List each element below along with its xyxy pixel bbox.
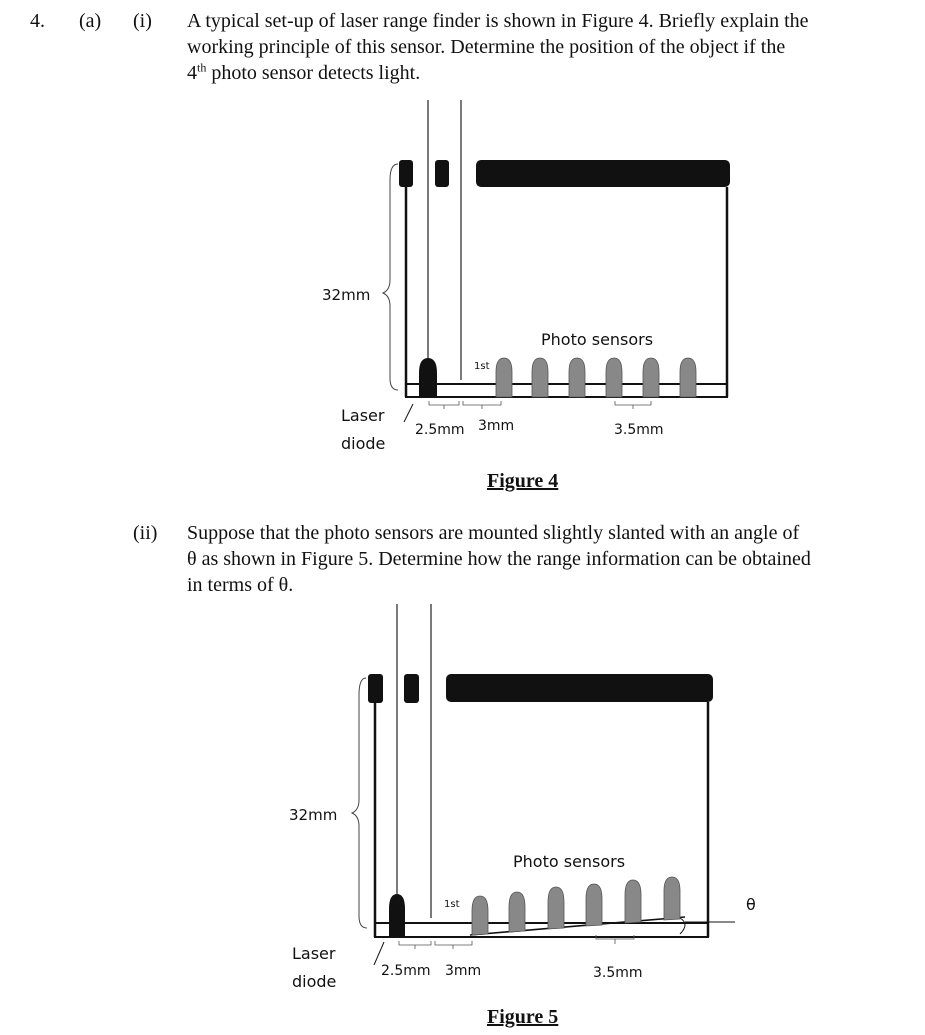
angle-arc xyxy=(680,918,685,934)
figure-5-caption: Figure 5 xyxy=(487,1006,559,1028)
figure-5 xyxy=(0,600,925,1020)
dim-brace-2 xyxy=(435,941,472,949)
dimension-label-2: 3mm xyxy=(478,418,515,434)
photo-sensor-4 xyxy=(586,884,602,926)
first-sensor-label: 1st xyxy=(444,899,460,910)
object-block-3 xyxy=(446,674,713,702)
question-i-line-2: working principle of this sensor. Determine the position of the object if the xyxy=(187,36,786,58)
photo-sensor-6 xyxy=(664,877,680,920)
question-ii-line-3: in terms of θ. xyxy=(187,574,294,596)
object-block-1 xyxy=(368,674,383,703)
laser-diode xyxy=(389,894,405,937)
subpart-i-label: (i) xyxy=(133,10,152,32)
height-brace xyxy=(383,164,398,390)
angle-theta-label: θ xyxy=(746,895,756,914)
object-block-2 xyxy=(404,674,419,703)
laser-label-line-2: diode xyxy=(341,434,386,453)
photo-sensor-2 xyxy=(532,358,548,397)
object-block-1 xyxy=(399,160,413,187)
photo-sensor-2 xyxy=(509,892,525,932)
photo-sensor-4 xyxy=(606,358,622,397)
sensor-baseplate xyxy=(406,384,727,397)
ordinal-suffix: th xyxy=(197,60,207,75)
photo-sensor-3 xyxy=(569,358,585,397)
laser-pointer-line xyxy=(374,942,384,965)
question-number: 4. xyxy=(30,10,45,32)
dimension-label-2: 3mm xyxy=(445,963,482,979)
dim-brace-3 xyxy=(615,401,651,409)
dim-brace-1 xyxy=(429,401,459,409)
photo-sensor-3 xyxy=(548,887,564,929)
photo-sensor-5 xyxy=(625,880,641,923)
figure-4-caption: Figure 4 xyxy=(487,470,559,492)
slanted-mount-line xyxy=(470,917,685,935)
photo-sensor-5 xyxy=(643,358,659,397)
height-brace xyxy=(352,678,367,928)
object-block-3 xyxy=(476,160,730,187)
ordinal-number: 4 xyxy=(187,62,197,84)
question-i-line-3 xyxy=(187,60,420,86)
height-label: 32mm xyxy=(322,286,371,304)
sensor-baseplate xyxy=(375,923,708,937)
dimension-label-1: 2.5mm xyxy=(381,963,431,979)
photo-sensors-label: Photo sensors xyxy=(513,852,626,871)
photo-sensor-6 xyxy=(680,358,696,397)
first-sensor-label: 1st xyxy=(474,361,490,372)
question-ii-line-1: Suppose that the photo sensors are mounted slightly slanted with an angle of xyxy=(187,522,800,544)
dimension-label-3: 3.5mm xyxy=(593,965,643,981)
height-label: 32mm xyxy=(289,806,338,824)
dim-brace-2 xyxy=(463,401,501,409)
dim-brace-1 xyxy=(399,941,431,949)
question-i-line-3-rest: photo sensor detects light. xyxy=(206,62,421,84)
laser-label-line-1: Laser xyxy=(292,944,336,963)
photo-sensor-1 xyxy=(496,358,512,397)
question-ii-line-2: θ as shown in Figure 5. Determine how the range information can be obtained xyxy=(187,548,811,570)
laser-diode xyxy=(419,358,437,397)
dimension-label-3: 3.5mm xyxy=(614,422,664,438)
laser-label-line-2: diode xyxy=(292,972,337,991)
photo-sensor-array xyxy=(496,358,696,397)
subpart-ii-label: (ii) xyxy=(133,522,158,544)
question-i-line-1: A typical set-up of laser range finder is shown in Figure 4. Briefly explain the xyxy=(187,10,809,32)
photo-sensors-label: Photo sensors xyxy=(541,330,654,349)
figure-4 xyxy=(0,90,925,560)
laser-label-line-1: Laser xyxy=(341,406,385,425)
laser-pointer-line xyxy=(404,404,413,422)
object-block-2 xyxy=(435,160,449,187)
dimension-label-1: 2.5mm xyxy=(415,422,465,438)
photo-sensor-1 xyxy=(472,896,488,935)
part-label: (a) xyxy=(79,10,102,32)
